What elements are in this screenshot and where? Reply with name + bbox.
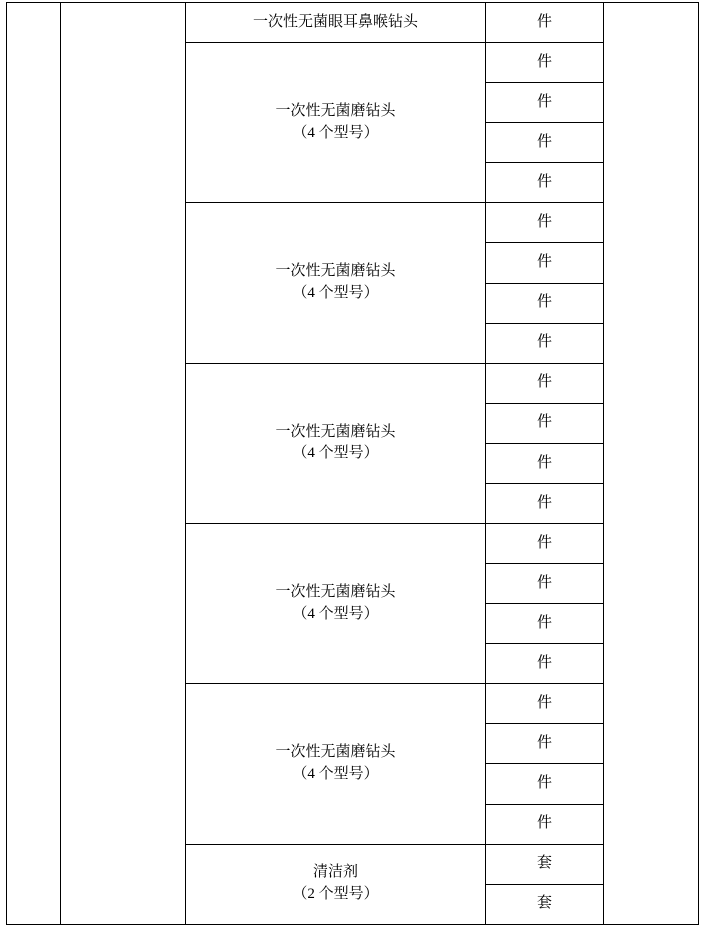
product-table bbox=[6, 2, 699, 925]
cell-unit: 件 bbox=[486, 123, 604, 163]
product-name-line: 一次性无菌磨钻头 bbox=[275, 263, 396, 280]
cell-product-name bbox=[186, 363, 486, 523]
cell-col-e bbox=[604, 3, 699, 925]
cell-unit: 件 bbox=[486, 83, 604, 123]
product-name-line: 一次性无菌眼耳鼻喉钻头 bbox=[252, 13, 418, 30]
cell-unit: 件 bbox=[486, 403, 604, 443]
cell-unit: 件 bbox=[486, 724, 604, 764]
cell-unit: 件 bbox=[486, 43, 604, 83]
cell-unit: 件 bbox=[486, 483, 604, 523]
cell-unit: 件 bbox=[486, 564, 604, 604]
product-model-line: （4 个型号） bbox=[292, 445, 379, 462]
cell-unit: 件 bbox=[486, 363, 604, 403]
cell-product-name bbox=[186, 844, 486, 924]
cell-product-name bbox=[186, 203, 486, 363]
cell-col-b bbox=[61, 3, 186, 925]
cell-unit: 件 bbox=[486, 804, 604, 844]
product-model-line: （2 个型号） bbox=[292, 886, 379, 903]
cell-product-name bbox=[186, 3, 486, 43]
cell-product-name bbox=[186, 524, 486, 684]
cell-unit: 件 bbox=[486, 684, 604, 724]
cell-product-name bbox=[186, 684, 486, 844]
cell-unit: 套 bbox=[486, 844, 604, 884]
product-model-line: （4 个型号） bbox=[292, 285, 379, 302]
cell-unit: 件 bbox=[486, 644, 604, 684]
cell-unit: 件 bbox=[486, 163, 604, 203]
product-model-line: （4 个型号） bbox=[292, 765, 379, 782]
product-name-line: 一次性无菌磨钻头 bbox=[275, 423, 396, 440]
product-model-line: （4 个型号） bbox=[292, 605, 379, 622]
cell-col-a bbox=[7, 3, 61, 925]
cell-unit: 件 bbox=[486, 443, 604, 483]
product-name-line: 一次性无菌磨钻头 bbox=[275, 583, 396, 600]
product-name-line: 清洁剂 bbox=[312, 864, 358, 881]
table-body bbox=[7, 3, 699, 925]
cell-product-name bbox=[186, 43, 486, 203]
product-name-line: 一次性无菌磨钻头 bbox=[275, 102, 396, 119]
cell-unit: 件 bbox=[486, 604, 604, 644]
cell-unit: 件 bbox=[486, 283, 604, 323]
cell-unit: 件 bbox=[486, 243, 604, 283]
cell-unit: 件 bbox=[486, 524, 604, 564]
table-row bbox=[7, 3, 699, 43]
cell-unit: 套 bbox=[486, 884, 604, 924]
document-page bbox=[0, 2, 702, 932]
cell-unit: 件 bbox=[486, 323, 604, 363]
cell-unit: 件 bbox=[486, 764, 604, 804]
product-model-line: （4 个型号） bbox=[292, 124, 379, 141]
cell-unit: 件 bbox=[486, 203, 604, 243]
cell-unit: 件 bbox=[486, 3, 604, 43]
product-name-line: 一次性无菌磨钻头 bbox=[275, 744, 396, 761]
